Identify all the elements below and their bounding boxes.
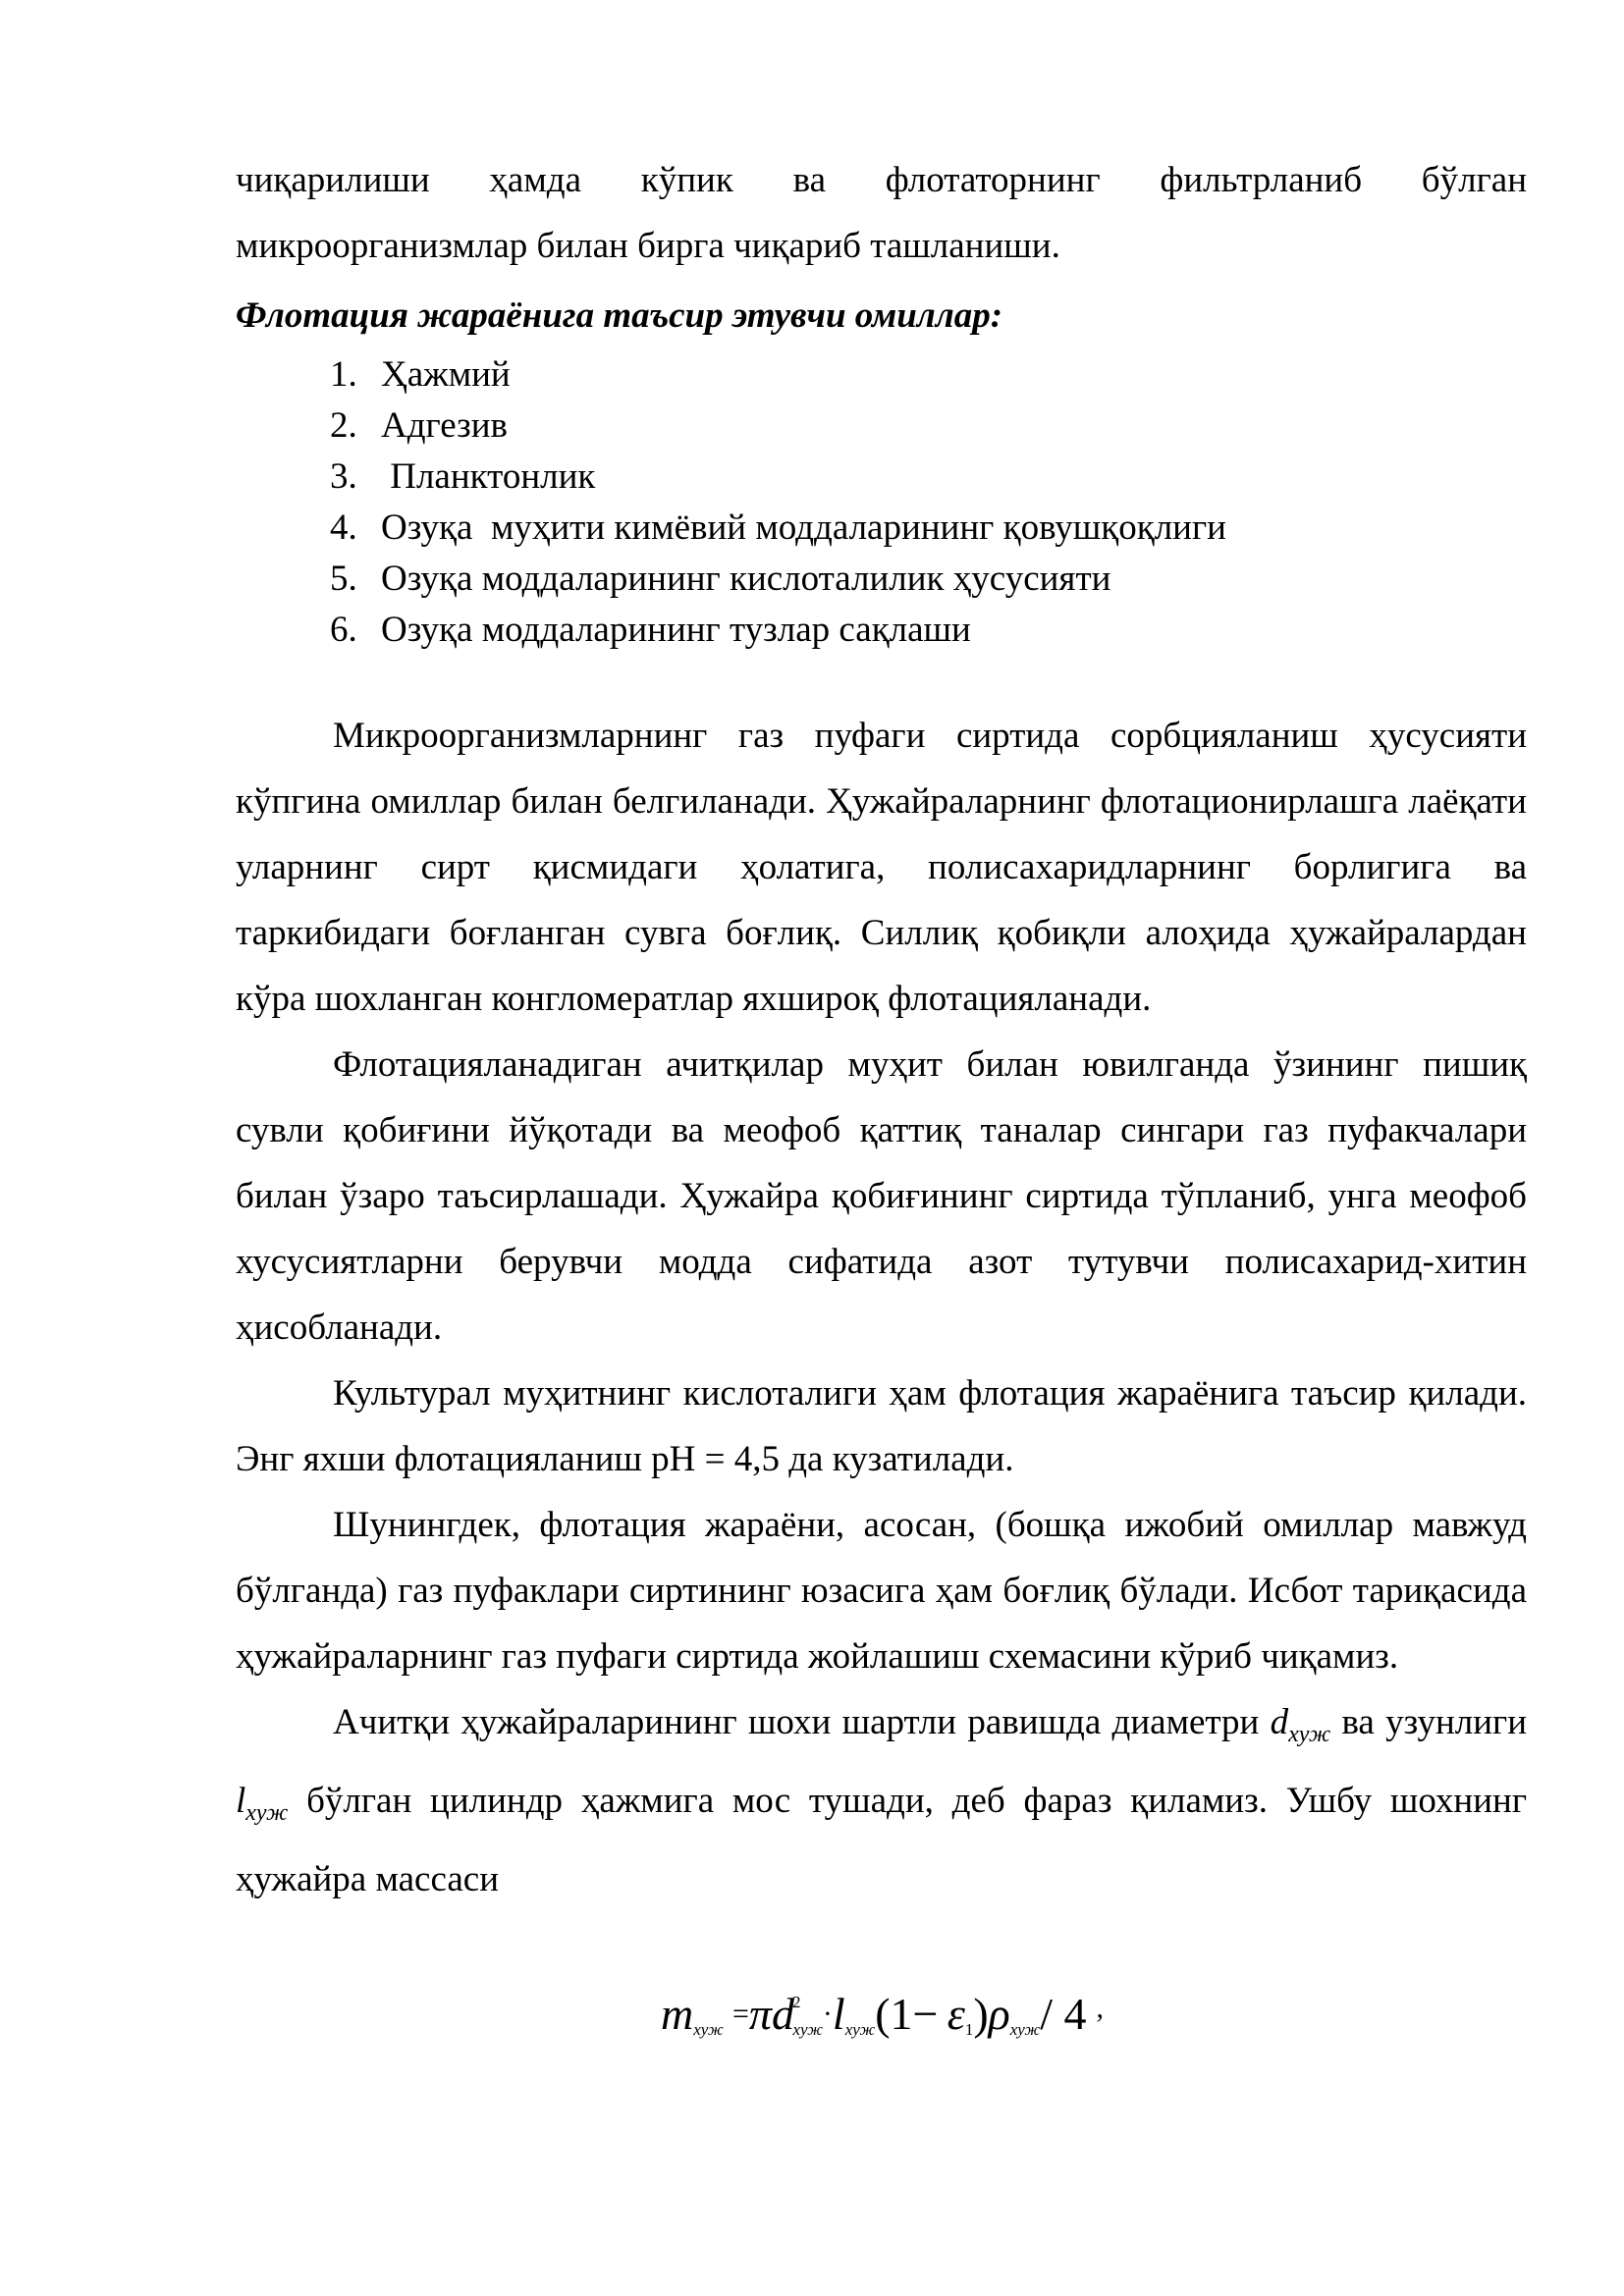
continuation-line-2: микроорганизмлар билан бирга чиқариб ташланиши.: [236, 226, 1060, 266]
mass-formula: $m_{хуж} =\pi d^2_{хуж}\cdot l_{хуж}(1- \varepsilon_1)\rho_{хуж}/$ 4 ,: [661, 1989, 1105, 2039]
paragraph-5: Ачитқи ҳужайраларининг шохи шартли равишда диаметри $d_{хуж}$ ва узунлиги $l_{хуж}$ бўлган цилиндр ҳажмига мос тушади, деб фараз қиламиз. Ушбу шохнинг ҳужайра массаси: [236, 1702, 1528, 1899]
body-text: [236, 703, 1527, 1912]
section-heading: Флотация жараёнига таъсир этувчи омиллар:: [236, 295, 1003, 336]
list-item: 1. Ҳажмий: [330, 354, 511, 395]
paragraph-2: Флотацияланадиган ачитқилар муҳит билан ювилганда ўзининг пишиқ сувли қобиғини йўқотади ва меофоб қаттиқ таналар сингари газ пуфакчалари билан ўзаро таъсирлашади. Ҳужайра қобиғининг сиртида тўпланиб, унга меофоб хусусиятларни берувчи модда сифатида азот тутувчи полисахарид-хитин ҳисобланади.: [236, 1044, 1527, 1348]
continuation-line-1: чиқарилиши ҳамда кўпик ва флотаторнинг фильтрланиб бўлган: [236, 160, 1527, 200]
list-item: 6. Озуқа моддаларининг тузлар сақлаши: [330, 610, 971, 650]
paragraph-3: Культурал муҳитнинг кислоталиги ҳам флотация жараёнига таъсир қилади. Энг яхши флотацияланиш pH = 4,5 да кузатилади.: [236, 1373, 1527, 1479]
list-item: 3. Планктонлик: [330, 456, 596, 497]
paragraph-1: Микроорганизмларнинг газ пуфаги сиртида сорбцияланиш ҳусусияти кўпгина омиллар билан белгиланади. Ҳужайраларнинг флотационирлашга лаёқати уларнинг сирт қисмидаги ҳолатига, полисахаридларнинг борлигига ва таркибидаги боғланган сувга боғлиқ. Силлиқ қобиқли алоҳида ҳужайралардан кўра шохланган конгломератлар яхшироқ флотацияланади.: [236, 716, 1527, 1019]
variable-l: $l_{хуж}$: [236, 1781, 289, 1826]
list-item: 5. Озуқа моддаларининг кислоталилик ҳусусияти: [330, 559, 1111, 599]
variable-d: $d_{хуж}$: [1270, 1702, 1331, 1747]
factors-list: [330, 349, 1226, 656]
paragraph-4: Шунингдек, флотация жараёни, асосан, (бошқа ижобий омиллар мавжуд бўлганда) газ пуфаклари сиртининг юзасига ҳам боғлиқ бўлади. Исбот тариқасида ҳужайраларнинг газ пуфаги сиртида жойлашиш схемасини кўриб чиқамиз.: [236, 1505, 1527, 1677]
list-item: 2. Адгезив: [330, 405, 508, 446]
paragraph-continuation: [236, 147, 1527, 279]
list-item: 4. Озуқа муҳити кимёвий моддаларининг қовушқоқлиги: [330, 507, 1226, 548]
